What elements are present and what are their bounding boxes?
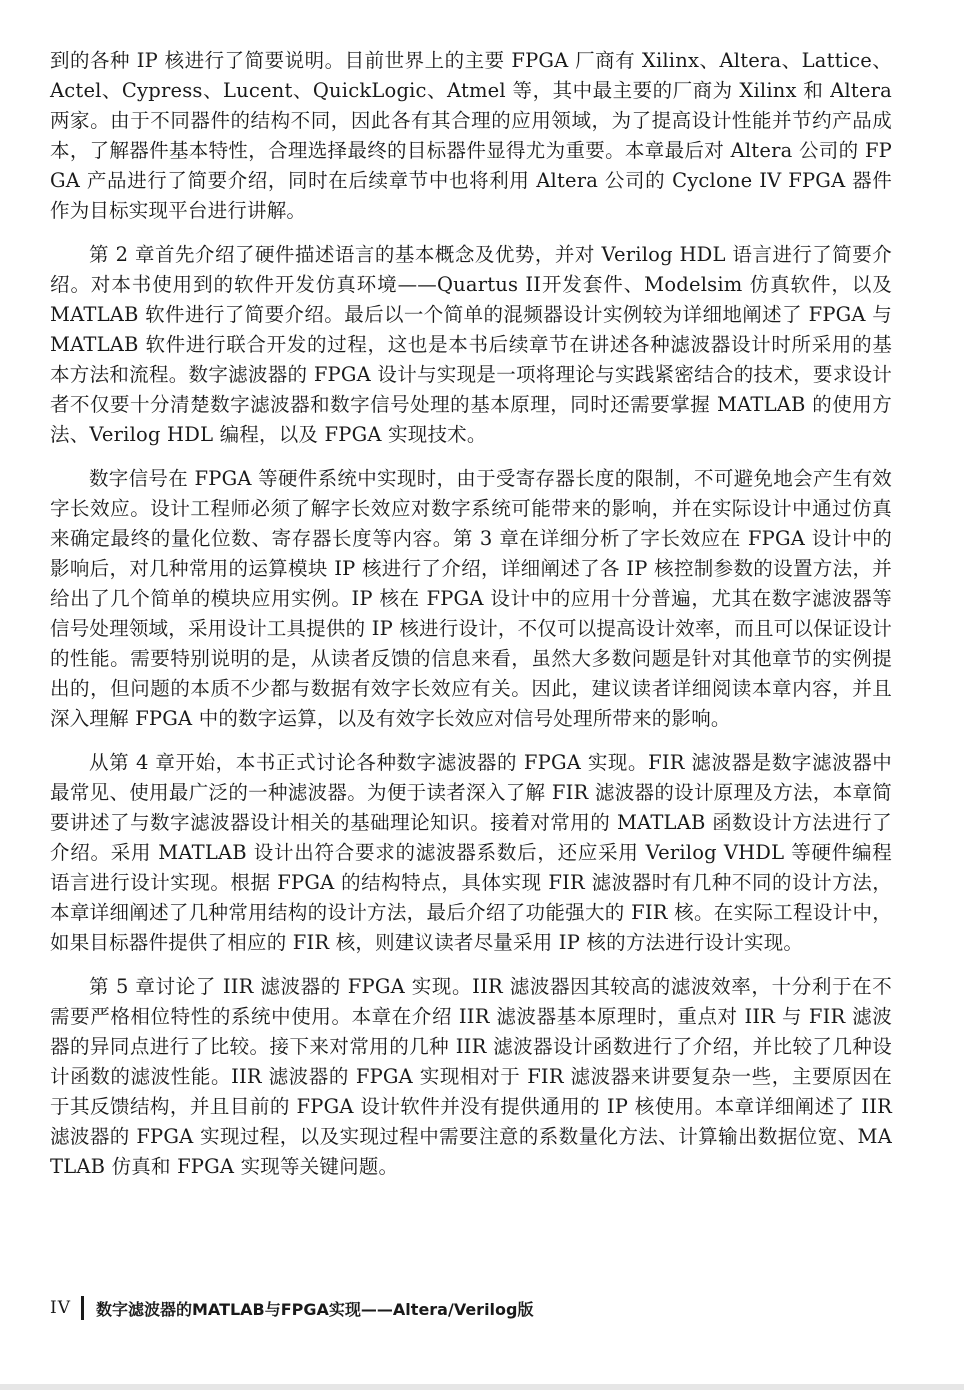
paragraph-chapter-5: 第 5 章讨论了 IIR 滤波器的 FPGA 实现。IIR 滤波器因其较高的滤波效率，十分利于在不需要严格相位特性的系统中使用。本章在介绍 IIR 滤波器基本原理时，重点对 IIR 与 FIR 滤波器的异同点进行了比较。接下来对常用的几种 IIR 滤波器设计函数进行了介绍，并比较了几种设计函数的滤波性能。IIR 滤波器的 FPGA 实现相对于 FIR 滤波器来讲要复杂一些，主要原因在于其反馈结构，并且目前的 FPGA 设计软件并没有提供通用的 IP 核使用。本章详细阐述了 IIR 滤波器的 FPGA 实现过程，以及实现过程中需要注意的系数量化方法、计算输出数据位宽、MATLAB 仿真和 FPGA 实现等关键问题。 <box>50 975 892 1178</box>
page-number: IV <box>50 1298 71 1318</box>
page-body <box>50 46 892 1182</box>
page-bottom-edge <box>0 1384 964 1390</box>
paragraph-chapter-2: 第 2 章首先介绍了硬件描述语言的基本概念及优势，并对 Verilog HDL 语言进行了简要介绍。对本书使用到的软件开发仿真环境——Quartus II开发套件、Modelsim 仿真软件，以及 MATLAB 软件进行了简要介绍。最后以一个简单的混频器设计实例较为详细地阐述了 FPGA 与 MATLAB 软件进行联合开发的过程，这也是本书后续章节在讲述各种滤波器设计时所采用的基本方法和流程。数字滤波器的 FPGA 设计与实现是一项将理论与实践紧密结合的技术，要求设计者不仅要十分清楚数字滤波器和数字信号处理的基本原理，同时还需要掌握 MATLAB 的使用方法、Verilog HDL 编程，以及 FPGA 实现技术。 <box>50 243 892 446</box>
footer-divider <box>81 1296 84 1320</box>
page-footer <box>50 1295 534 1321</box>
paragraph-intro-continuation: 到的各种 IP 核进行了简要说明。目前世界上的主要 FPGA 厂商有 Xilinx、Altera、Lattice、Actel、Cypress、Lucent、QuickLogic、Atmel 等，其中最主要的厂商为 Xilinx 和 Altera 两家。由于不同器件的结构不同，因此各有其合理的应用领域，为了提高设计性能并节约产品成本，了解器件基本特性，合理选择最终的目标器件显得尤为重要。本章最后对 Altera 公司的 FPGA 产品进行了简要介绍，同时在后续章节中也将利用 Altera 公司的 Cyclone IV FPGA 器件作为目标实现平台进行讲解。 <box>50 49 892 222</box>
running-title: 数字滤波器的MATLAB与FPGA实现——Altera/Verilog版 <box>96 1299 534 1319</box>
paragraph-chapter-4: 从第 4 章开始，本书正式讨论各种数字滤波器的 FPGA 实现。FIR 滤波器是数字滤波器中最常见、使用最广泛的一种滤波器。为便于读者深入了解 FIR 滤波器的设计原理及方法，本章简要讲述了与数字滤波器设计相关的基础理论知识。接着对常用的 MATLAB 函数设计方法进行了介绍。采用 MATLAB 设计出符合要求的滤波器系数后，还应采用 Verilog VHDL 等硬件编程语言进行设计实现。根据 FPGA 的结构特点，具体实现 FIR 滤波器时有几种不同的设计方法，本章详细阐述了几种常用结构的设计方法，最后介绍了功能强大的 FIR 核。在实际工程设计中，如果目标器件提供了相应的 FIR 核，则建议读者尽量采用 IP 核的方法进行设计实现。 <box>50 751 892 954</box>
paragraph-chapter-3: 数字信号在 FPGA 等硬件系统中实现时，由于受寄存器长度的限制，不可避免地会产生有效字长效应。设计工程师必须了解字长效应对数字系统可能带来的影响，并在实际设计中通过仿真来确定最终的量化位数、寄存器长度等内容。第 3 章在详细分析了字长效应在 FPGA 设计中的影响后，对几种常用的运算模块 IP 核进行了介绍，详细阐述了各 IP 核控制参数的设置方法，并给出了几个简单的模块应用实例。IP 核在 FPGA 设计中的应用十分普遍，尤其在数字滤波器等信号处理领域，采用设计工具提供的 IP 核进行设计，不仅可以提高设计效率，而且可以保证设计的性能。需要特别说明的是，从读者反馈的信息来看，虽然大多数问题是针对其他章节的实例提出的，但问题的本质不少都与数据有效字长效应有关。因此，建议读者详细阅读本章内容，并且深入理解 FPGA 中的数字运算，以及有效字长效应对信号处理所带来的影响。 <box>50 467 892 730</box>
